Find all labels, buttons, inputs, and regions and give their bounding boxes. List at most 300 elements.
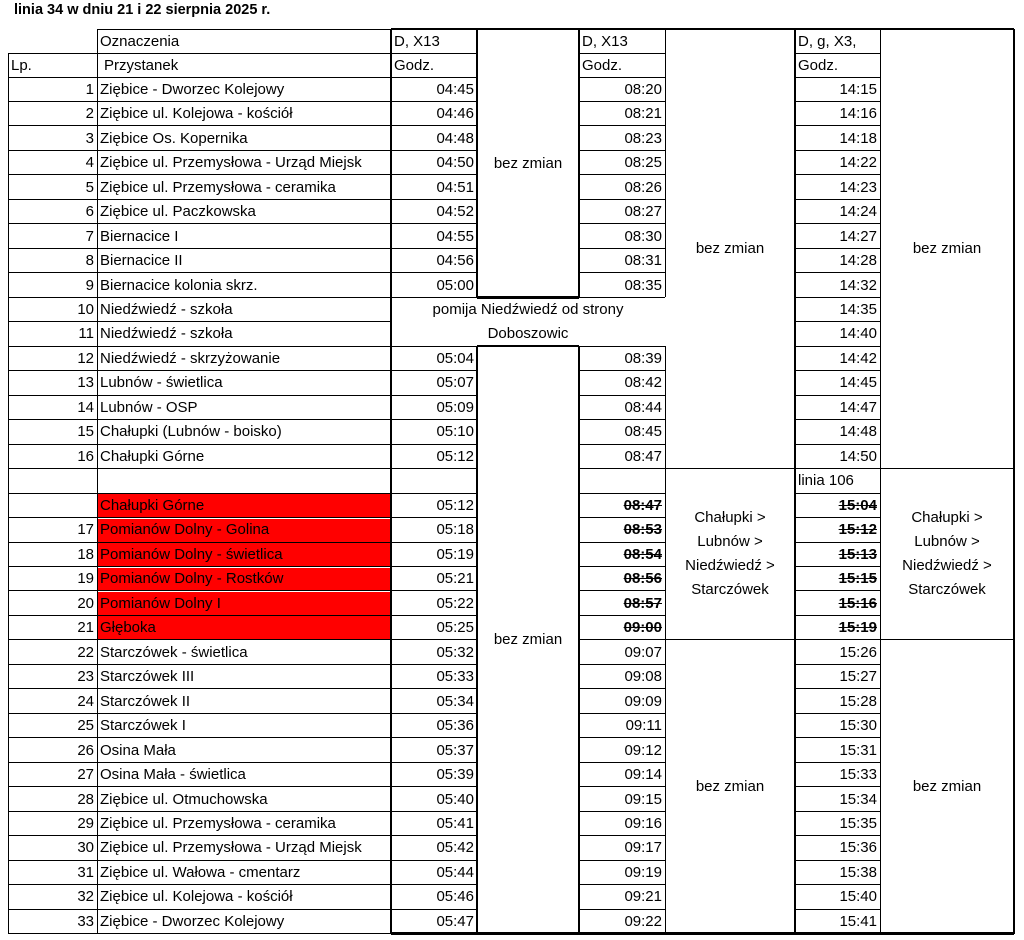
row-lp: 29 (77, 814, 94, 832)
grid-line (391, 419, 477, 420)
note-pomija-line: pomija Niedźwiedź od strony (432, 300, 624, 318)
grid-line (391, 468, 477, 469)
row-time-course-1: 05:47 (436, 912, 474, 930)
row-lp: 4 (85, 154, 94, 172)
grid-line (795, 174, 880, 175)
grid-line (391, 248, 477, 249)
row-time-course-1: 05:19 (436, 545, 474, 563)
grid-line (8, 370, 391, 371)
grid-line (795, 517, 880, 518)
row-stop-name: Chałupki (Lubnów - boisko) (100, 423, 282, 441)
row-stop-name: Ziębice ul. Paczkowska (100, 203, 256, 221)
row-time-course-1: 05:33 (436, 668, 474, 686)
grid-line (391, 688, 477, 689)
row-time-course-2: 09:19 (624, 863, 662, 881)
header-course-2-code: D, X13 (582, 32, 628, 50)
row-stop-name: Ziębice ul. Wałowa - cmentarz (100, 863, 301, 881)
grid-line (8, 53, 391, 54)
grid-line (579, 811, 665, 812)
row-stop-name: Starczówek - świetlica (100, 643, 248, 661)
grid-line (8, 248, 391, 249)
grid-line (391, 28, 1014, 31)
row-time-course-2: 08:31 (624, 252, 662, 270)
row-time-course-1: 05:18 (436, 521, 474, 539)
grid-line (579, 493, 665, 494)
row-time-course-2: 09:07 (624, 643, 662, 661)
row-time-course-3: 15:38 (839, 863, 877, 881)
row-time-course-3: 14:32 (839, 276, 877, 294)
row-time-course-3: 14:28 (839, 252, 877, 270)
grid-line (795, 811, 880, 812)
grid-line (579, 77, 665, 78)
row-time-course-3: 15:12 (838, 521, 877, 539)
row-time-course-1: 04:51 (436, 178, 474, 196)
grid-line (795, 150, 880, 151)
row-time-course-1: 04:48 (436, 129, 474, 147)
grid-line (476, 29, 479, 297)
row-time-course-2: 08:54 (623, 545, 662, 563)
grid-line (795, 223, 880, 224)
grid-line (579, 860, 665, 861)
grid-line (795, 321, 880, 322)
grid-line (8, 395, 391, 396)
grid-line (391, 811, 477, 812)
row-stop-name: Ziębice ul. Przemysłowa - Urząd Miejsk (100, 839, 362, 857)
row-lp: 21 (77, 619, 94, 637)
row-time-course-3: 14:16 (839, 105, 877, 123)
note-pomija-line: Doboszowic (487, 324, 569, 342)
grid-line (795, 101, 880, 102)
row-time-course-1: 05:00 (436, 276, 474, 294)
grid-line (795, 125, 880, 126)
row-lp: 27 (77, 766, 94, 784)
row-time-course-1: 05:42 (436, 839, 474, 857)
grid-line (8, 517, 391, 518)
grid-line (579, 542, 665, 543)
row-time-course-2: 08:30 (624, 227, 662, 245)
row-time-course-2: 08:39 (624, 349, 662, 367)
grid-line (8, 53, 9, 934)
grid-line (8, 150, 391, 151)
row-time-course-1: 04:56 (436, 252, 474, 270)
grid-line (391, 101, 477, 102)
row-stop-name: Chałupki Górne (100, 496, 205, 514)
row-time-course-1: 05:12 (436, 496, 474, 514)
row-lp: 3 (85, 129, 94, 147)
grid-line (579, 762, 665, 763)
row-time-course-1: 04:46 (436, 105, 474, 123)
row-stop-name (97, 469, 391, 493)
grid-line (8, 101, 391, 102)
row-time-course-2: 08:47 (623, 496, 662, 514)
row-time-course-1: 05:46 (436, 888, 474, 906)
grid-line (477, 345, 579, 348)
row-stop-name: Pomianów Dolny I (100, 594, 221, 612)
row-time-course-1: 05:09 (436, 398, 474, 416)
grid-line (579, 346, 665, 347)
row-stop-name: Ziębice ul. Przemysłowa - ceramika (100, 178, 336, 196)
grid-line (795, 615, 880, 616)
note-bez-zmian-c2: bez zmian (912, 778, 982, 796)
row-lp (8, 493, 97, 517)
row-lp (8, 469, 97, 493)
row-time-course-2: 08:25 (624, 154, 662, 172)
row-time-course-2: 09:12 (624, 741, 662, 759)
header-godz-2: Godz. (582, 56, 623, 74)
grid-line (8, 419, 391, 420)
grid-line (795, 590, 880, 591)
row-time-course-3: 14:45 (839, 374, 877, 392)
grid-line (795, 444, 880, 445)
row-lp: 7 (85, 227, 94, 245)
grid-line (8, 615, 391, 616)
header-course-3-code: D, g, X3, (798, 32, 857, 50)
row-lp: 11 (78, 325, 94, 343)
row-time-course-3: 14:48 (839, 423, 877, 441)
row-lp: 18 (77, 545, 94, 563)
row-stop-name: Lubnów - świetlica (100, 374, 223, 392)
note-detour-b (665, 469, 795, 640)
grid-line (665, 468, 795, 469)
note-detour-line: Chałupki > (694, 509, 766, 527)
grid-line (8, 542, 391, 543)
grid-line (8, 737, 391, 738)
note-detour-line: Chałupki > (911, 509, 983, 527)
grid-line (391, 272, 477, 273)
row-time-course-2: 08:53 (623, 521, 662, 539)
row-lp: 14 (77, 398, 94, 416)
row-lp: 25 (77, 717, 94, 735)
row-time-course-2: 09:11 (625, 717, 662, 735)
row-lp: 1 (85, 80, 94, 98)
grid-line (391, 884, 477, 885)
row-time-course-1: 05:40 (436, 790, 474, 808)
row-time-course-3: 14:18 (839, 129, 877, 147)
row-stop-name: Ziębice - Dworzec Kolejowy (100, 80, 285, 98)
header-godz-1: Godz. (394, 56, 435, 74)
grid-line (579, 370, 665, 371)
grid-line (579, 517, 665, 518)
row-time-course-1: 05:37 (436, 741, 474, 759)
page-title: linia 34 w dniu 21 i 22 sierpnia 2025 r. (14, 2, 271, 18)
row-time-course-2: 08:42 (624, 374, 662, 392)
grid-line (8, 566, 391, 567)
row-stop-name: Osina Mała - świetlica (100, 766, 246, 784)
grid-line (8, 811, 391, 812)
row-stop-name: Lubnów - OSP (100, 398, 198, 416)
row-stop-name: Ziębice Os. Kopernika (100, 129, 248, 147)
row-time-course-2: 09:15 (624, 790, 662, 808)
row-stop-name: Niedźwiedź - szkoła (100, 301, 233, 318)
row-time-course-1: 05:22 (436, 594, 474, 612)
row-lp: 9 (85, 276, 94, 294)
row-time-course-2: 09:22 (624, 912, 662, 930)
grid-line (391, 639, 477, 640)
row-stop-name: Ziębice ul. Kolejowa - kościół (100, 105, 293, 123)
note-detour-line: Lubnów > (914, 533, 980, 551)
row-lp: 22 (77, 643, 94, 661)
row-time-course-1: 05:41 (436, 814, 474, 832)
note-bez-zmian-b2: bez zmian (695, 778, 765, 796)
row-time-course-2: 08:23 (624, 129, 662, 147)
grid-line (578, 29, 581, 297)
row-time-course-3: 14:40 (839, 325, 877, 343)
note-detour-line: Niedźwiedź > (902, 557, 992, 575)
grid-line (579, 53, 665, 54)
grid-line (391, 174, 477, 175)
grid-line (579, 272, 665, 273)
grid-line (391, 370, 477, 371)
grid-line (579, 248, 665, 249)
row-stop-name: Starczówek II (100, 692, 191, 710)
grid-line (579, 150, 665, 151)
header-course-1-code: D, X13 (394, 32, 440, 50)
grid-line (579, 590, 665, 591)
row-lp: 23 (77, 668, 94, 686)
grid-line (579, 615, 665, 616)
row-stop-name: Ziębice ul. Kolejowa - kościół (100, 888, 293, 906)
grid-line (8, 860, 391, 861)
row-stop-name: Osina Mała (100, 741, 176, 759)
row-time-course-3: 15:41 (839, 912, 877, 930)
grid-line (391, 150, 477, 151)
grid-line (97, 29, 391, 30)
row-stop-name: Biernacice kolonia skrz. (100, 276, 258, 294)
row-time-course-3: 15:33 (839, 766, 877, 784)
header-oznaczenia: Oznaczenia (100, 32, 180, 50)
grid-line (579, 713, 665, 714)
row-stop-name: Głęboka (100, 619, 156, 637)
grid-line (665, 29, 666, 297)
note-bez-zmian-a2: bez zmian (493, 631, 563, 649)
row-time-course-2: 09:14 (624, 766, 662, 784)
grid-line (579, 199, 665, 200)
row-stop-name: Biernacice I (100, 227, 179, 245)
grid-line (390, 29, 393, 934)
grid-line (391, 223, 477, 224)
row-lp: 33 (77, 912, 94, 930)
grid-line (391, 762, 477, 763)
grid-line (391, 835, 477, 836)
grid-line (8, 444, 391, 445)
grid-line (391, 786, 477, 787)
row-time-course-1: 05:36 (436, 717, 474, 735)
grid-line (880, 29, 881, 934)
row-stop-name: Ziębice ul. Przemysłowa - ceramika (100, 814, 336, 832)
grid-line (8, 639, 391, 640)
row-time-course-3: 14:42 (839, 349, 877, 367)
row-time-course-3: 15:27 (839, 668, 877, 686)
row-stop-name: Niedźwiedź - szkoła (100, 325, 233, 343)
grid-line (476, 346, 479, 933)
row-lp: 32 (77, 888, 94, 906)
grid-line (391, 493, 477, 494)
grid-line (1013, 29, 1016, 934)
grid-line (579, 909, 665, 910)
grid-line (579, 174, 665, 175)
note-bez-zmian-c1: bez zmian (912, 240, 982, 258)
row-stop-name: Pomianów Dolny - świetlica (100, 545, 283, 563)
row-lp: 12 (77, 349, 94, 367)
grid-line (8, 909, 391, 910)
row-time-course-1: 05:04 (436, 349, 474, 367)
header-przystanek: Przystanek (104, 56, 179, 74)
row-time-course-2: 08:45 (624, 423, 662, 441)
grid-line (8, 590, 391, 591)
grid-line (391, 199, 477, 200)
row-lp: 5 (85, 178, 94, 196)
row-time-course-1 (391, 469, 477, 493)
grid-line (578, 346, 581, 933)
grid-line (795, 419, 880, 420)
grid-line (8, 762, 391, 763)
grid-line (794, 29, 797, 934)
grid-line (795, 272, 880, 273)
row-time-course-3: 14:23 (839, 178, 877, 196)
note-detour-line: Niedźwiedź > (685, 557, 775, 575)
row-stop-name: Pomianów Dolny - Rostków (100, 570, 284, 588)
grid-line (97, 29, 98, 934)
grid-line (795, 664, 880, 665)
row-time-course-3: 15:19 (838, 619, 877, 637)
row-lp: 2 (85, 105, 94, 123)
row-time-course-1: 04:45 (436, 80, 474, 98)
row-lp: 20 (77, 594, 94, 612)
row-time-course-1: 05:10 (436, 423, 474, 441)
grid-line (795, 884, 880, 885)
row-lp: 10 (77, 301, 94, 318)
grid-line (880, 468, 1014, 469)
row-time-course-2: 08:27 (624, 203, 662, 221)
row-time-course-3: 15:31 (839, 741, 877, 759)
grid-line (391, 444, 477, 445)
grid-line (880, 639, 1014, 640)
row-stop-name: Ziębice ul. Przemysłowa - Urząd Miejsk (100, 154, 362, 172)
grid-line (579, 884, 665, 885)
grid-line (795, 737, 880, 738)
note-detour-line: Starczówek (691, 581, 769, 599)
row-time-course-2: 08:47 (624, 447, 662, 465)
grid-line (579, 566, 665, 567)
row-time-course-3: 15:35 (839, 814, 877, 832)
grid-line (579, 786, 665, 787)
grid-line (391, 77, 477, 78)
grid-line (795, 713, 880, 714)
row-lp: 24 (77, 692, 94, 710)
grid-line (579, 444, 665, 445)
grid-line (8, 468, 391, 469)
note-detour-c (880, 469, 1014, 640)
grid-line (391, 737, 477, 738)
row-time-course-1: 04:50 (436, 154, 474, 172)
row-time-course-2: 08:20 (624, 80, 662, 98)
row-time-course-2: 08:26 (624, 178, 662, 196)
row-time-course-2: 09:17 (624, 839, 662, 857)
grid-line (8, 884, 391, 885)
note-bez-zmian-b1: bez zmian (695, 240, 765, 258)
grid-line (477, 296, 579, 299)
row-time-course-3: 15:04 (838, 496, 877, 514)
row-time-course-3: 15:34 (839, 790, 877, 808)
grid-line (8, 346, 391, 347)
row-time-course-1: 04:55 (436, 227, 474, 245)
row-lp: 26 (77, 741, 94, 759)
grid-line (795, 566, 880, 567)
grid-line (8, 835, 391, 836)
row-time-course-1: 05:44 (436, 863, 474, 881)
row-lp: 17 (77, 521, 94, 539)
grid-line (8, 125, 391, 126)
row-time-course-3: 15:36 (839, 839, 877, 857)
row-time-course-2: 08:21 (624, 105, 662, 123)
note-bez-zmian-a1: bez zmian (493, 154, 563, 172)
row-lp: 6 (85, 203, 94, 221)
row-stop-name: Ziębice - Dworzec Kolejowy (100, 912, 285, 930)
grid-line (8, 493, 391, 494)
grid-line (795, 542, 880, 543)
row-time-course-1: 05:21 (436, 570, 474, 588)
grid-line (579, 468, 665, 469)
grid-line (665, 639, 795, 640)
grid-line (579, 639, 665, 640)
row-lp: 13 (77, 374, 94, 392)
row-time-course-3: 14:47 (839, 398, 877, 416)
row-lp: 30 (77, 839, 94, 857)
row-time-course-1: 05:32 (436, 643, 474, 661)
header-lp: Lp. (11, 56, 32, 74)
row-lp: 8 (85, 252, 94, 270)
grid-line (391, 590, 477, 591)
grid-line (8, 664, 391, 665)
row-time-course-2 (579, 469, 665, 493)
grid-line (579, 125, 665, 126)
row-time-course-2: 08:56 (623, 570, 662, 588)
row-time-course-3: 15:40 (839, 888, 877, 906)
grid-line (795, 370, 880, 371)
grid-line (795, 199, 880, 200)
row-stop-name: Ziębice ul. Otmuchowska (100, 790, 268, 808)
grid-line (795, 468, 880, 469)
row-time-course-3: 15:13 (838, 545, 877, 563)
row-time-course-2: 09:08 (624, 668, 662, 686)
row-stop-name: Starczówek I (100, 717, 186, 735)
grid-line (8, 321, 391, 322)
row-time-course-1: 05:39 (436, 766, 474, 784)
row-time-course-2: 08:35 (624, 276, 662, 294)
row-time-course-2: 09:00 (623, 619, 662, 637)
grid-line (391, 909, 477, 910)
grid-line (579, 688, 665, 689)
grid-line (665, 346, 666, 933)
note-detour-line: Starczówek (908, 581, 986, 599)
row-time-course-2: 09:21 (624, 888, 662, 906)
row-stop-name: Niedźwiedź - skrzyżowanie (100, 349, 281, 367)
row-time-course-3: 15:26 (839, 643, 877, 661)
grid-line (795, 762, 880, 763)
grid-line (795, 909, 880, 910)
grid-line (795, 786, 880, 787)
grid-line (795, 297, 880, 298)
row-time-course-3: 14:50 (839, 447, 877, 465)
row-time-course-3: 14:22 (839, 154, 877, 172)
row-time-course-2: 09:16 (624, 814, 662, 832)
row-time-course-1: 05:12 (436, 447, 474, 465)
row-time-course-3: 15:16 (838, 594, 877, 612)
grid-line (391, 615, 477, 616)
row-stop-name: Starczówek III (100, 668, 195, 686)
grid-line (391, 517, 477, 518)
row-time-course-3: 15:15 (838, 570, 877, 588)
